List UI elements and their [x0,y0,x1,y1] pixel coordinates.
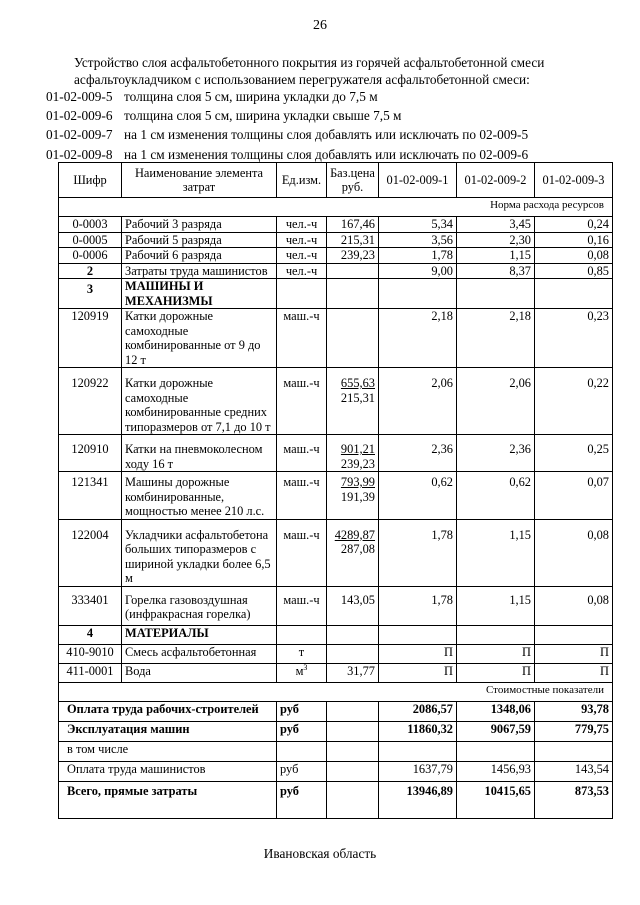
header-col2: 01-02-009-2 [457,163,535,198]
table-row [59,217,613,233]
section-name: МАТЕРИАЛЫ [122,625,277,644]
cell-v2: 3,45 [457,217,535,233]
header-code: Шифр [59,163,122,198]
cell-price [327,263,379,279]
price-top: 901,21 [340,442,375,456]
cell-price: 215,31 [327,232,379,248]
cell-v1: 2,06 [379,368,457,435]
cell-v2: 1,15 [457,519,535,586]
total-unit: руб [277,721,327,741]
total-v1: 11860,32 [379,721,457,741]
header-price: Баз.цена руб. [327,163,379,198]
cell-unit: маш.-ч [277,435,327,472]
price-bottom: 239,23 [340,456,375,471]
cell-price: 143,05 [327,586,379,625]
cell-price: 31,77 [327,663,379,682]
footer-region: Ивановская область [263,846,377,861]
price-top: 4289,87 [334,527,375,542]
cell-v3: П [535,644,613,663]
total-v1: 2086,57 [379,701,457,721]
total-v2: 1456,93 [457,761,535,781]
cell-v3: 0,08 [535,248,613,264]
cell-code: 0-0005 [59,232,122,248]
total-label: Эксплуатация машин [59,721,277,741]
section-title: Устройство слоя асфальтобетонного покрытия из горячей асфальтобетонной смеси асфальтоукладчиком с использованием перегружателя асфальтобетонной смеси: [74,55,545,87]
header-unit: Ед.изм. [277,163,327,198]
cell-price [327,435,379,472]
cell-code: 410-9010 [59,644,122,663]
variant-text: толщина слоя 5 см, ширина укладки свыше 7,5 м [124,108,402,124]
variant-text: на 1 см изменения толщины слоя добавлять или исключать по 02-009-5 [124,127,529,143]
cell-name: Катки дорожные самоходные комбинированные средних типоразмеров от 7,1 до 10 т [122,368,277,435]
cell-v2: 8,37 [457,263,535,279]
total-v2: 10415,65 [457,781,535,818]
cell-v1: 5,34 [379,217,457,233]
total-unit: руб [277,701,327,721]
cell-unit: чел.-ч [277,248,327,264]
variant-list [46,87,616,164]
cell-name: Рабочий 5 разряда [122,232,277,248]
total-v1: 13946,89 [379,781,457,818]
cell-price [327,519,379,586]
cell-v2: 2,18 [457,309,535,368]
cell-name: Смесь асфальтобетонная [122,644,277,663]
price-bottom: 287,08 [340,542,375,556]
cell-code: 333401 [59,586,122,625]
price-top: 793,99 [340,475,375,489]
total-v3: 93,78 [535,701,613,721]
cell-v1: 2,18 [379,309,457,368]
price-bottom: 191,39 [340,489,375,504]
total-v3: 143,54 [535,761,613,781]
cell-v1: 0,62 [379,472,457,520]
cell-name: Катки на пневмоколесном ходу 16 т [122,435,277,472]
cost-section-row [59,682,613,701]
cell-v2: П [457,663,535,682]
cost-label: Стоимостные показатели [59,682,613,701]
cell-v3: 0,23 [535,309,613,368]
total-v2: 9067,59 [457,721,535,741]
table-row [59,232,613,248]
total-v3 [535,741,613,761]
total-unit [277,741,327,761]
cell-v3: 0,08 [535,519,613,586]
cell-v2: П [457,644,535,663]
cell-code: 120919 [59,309,122,368]
variant-item [46,87,616,106]
cell-price [327,309,379,368]
table-row [59,519,613,586]
cell-unit: чел.-ч [277,217,327,233]
table-row [59,309,613,368]
variant-code: 01-02-009-5 [46,89,113,104]
table-row [59,368,613,435]
price-top: 655,63 [340,376,375,390]
total-row [59,781,613,818]
cell-v1: П [379,644,457,663]
cell-v3: 0,85 [535,263,613,279]
cell-unit: маш.-ч [277,368,327,435]
cell-name: Машины дорожные комбинированные, мощностью менее 210 л.с. [122,472,277,520]
total-v2 [457,741,535,761]
cell-unit [277,663,327,682]
variant-item [46,145,616,164]
total-row [59,701,613,721]
table-row [59,472,613,520]
total-label: Оплата труда рабочих-строителей [59,701,277,721]
cell-name: Рабочий 3 разряда [122,217,277,233]
resource-table [58,162,613,819]
cell-unit: чел.-ч [277,263,327,279]
cell-unit: чел.-ч [277,232,327,248]
cell-unit: маш.-ч [277,586,327,625]
variant-item [46,106,616,125]
cell-v1: 3,56 [379,232,457,248]
header-col3: 01-02-009-3 [535,163,613,198]
table-row [59,644,613,663]
total-v1 [379,741,457,761]
cell-v1: 1,78 [379,586,457,625]
cell-v3: 0,07 [535,472,613,520]
price-bottom: 215,31 [340,390,375,405]
total-row [59,741,613,761]
cell-name: Затраты труда машинистов [122,263,277,279]
cell-v2: 1,15 [457,586,535,625]
cell-code: 120922 [59,368,122,435]
cell-code: 121341 [59,472,122,520]
table-row-machinist [59,263,613,279]
cell-name: Горелка газовоздушная (инфракрасная горелка) [122,586,277,625]
cell-code: 4 [59,625,122,644]
cell-unit: т [277,644,327,663]
total-v3: 873,53 [535,781,613,818]
cell-v1: 1,78 [379,248,457,264]
section-name: МАШИНЫ И МЕХАНИЗМЫ [122,279,277,309]
cell-code: 3 [59,279,122,309]
cell-code: 411-0001 [59,663,122,682]
cell-v2: 0,62 [457,472,535,520]
total-label: в том числе [59,741,277,761]
cell-code: 122004 [59,519,122,586]
cell-unit: маш.-ч [277,519,327,586]
total-v2: 1348,06 [457,701,535,721]
table-row [59,435,613,472]
materials-section-row [59,625,613,644]
cell-v3: 0,22 [535,368,613,435]
unit-superscript: 3 [303,662,308,672]
header-col1: 01-02-009-1 [379,163,457,198]
cell-code: 0-0006 [59,248,122,264]
cell-code: 0-0003 [59,217,122,233]
total-row [59,761,613,781]
table-row [59,248,613,264]
cell-v2: 2,36 [457,435,535,472]
cell-v1: 9,00 [379,263,457,279]
total-unit: руб [277,761,327,781]
norm-label: Норма расхода ресурсов [59,198,613,217]
cell-v1: 1,78 [379,519,457,586]
total-v1: 1637,79 [379,761,457,781]
header-row [59,163,613,198]
machines-section-row [59,279,613,309]
table-row [59,586,613,625]
norm-section-row [59,198,613,217]
total-unit: руб [277,781,327,818]
variant-text: толщина слоя 5 см, ширина укладки до 7,5 м [124,89,378,104]
unit-base: м [295,663,304,678]
cell-code: 2 [59,263,122,279]
variant-text: на 1 см изменения толщины слоя добавлять или исключать по 02-009-6 [124,146,529,162]
cell-v3: 0,16 [535,232,613,248]
cell-v2: 2,06 [457,368,535,435]
total-row [59,721,613,741]
cell-v3: П [535,663,613,682]
cell-v2: 2,30 [457,232,535,248]
cell-v1: П [379,663,457,682]
cell-unit: маш.-ч [277,472,327,520]
cell-unit: маш.-ч [277,309,327,368]
cell-name: Укладчики асфальтобетона больших типоразмеров с шириной укладки более 6,5 м [122,519,277,586]
table-row [59,663,613,682]
cell-price [327,644,379,663]
cell-v3: 0,08 [535,586,613,625]
total-v3: 779,75 [535,721,613,741]
cell-code: 120910 [59,435,122,472]
cell-name: Рабочий 6 разряда [122,248,277,264]
variant-item [46,125,616,144]
variant-code: 01-02-009-8 [46,146,113,162]
page-number: 26 [313,18,327,33]
total-label: Всего, прямые затраты [59,781,277,818]
variant-code: 01-02-009-7 [46,127,113,143]
cell-v1: 2,36 [379,435,457,472]
cell-price: 239,23 [327,248,379,264]
cell-price [327,368,379,435]
header-name: Наименование элемента затрат [122,163,277,198]
cell-v3: 0,24 [535,217,613,233]
cell-name: Катки дорожные самоходные комбинированные от 9 до 12 т [122,309,277,368]
variant-code: 01-02-009-6 [46,108,113,124]
total-label: Оплата труда машинистов [59,761,277,781]
cell-name: Вода [122,663,277,682]
cell-price [327,472,379,520]
cell-price: 167,46 [327,217,379,233]
cell-v3: 0,25 [535,435,613,472]
cell-v2: 1,15 [457,248,535,264]
